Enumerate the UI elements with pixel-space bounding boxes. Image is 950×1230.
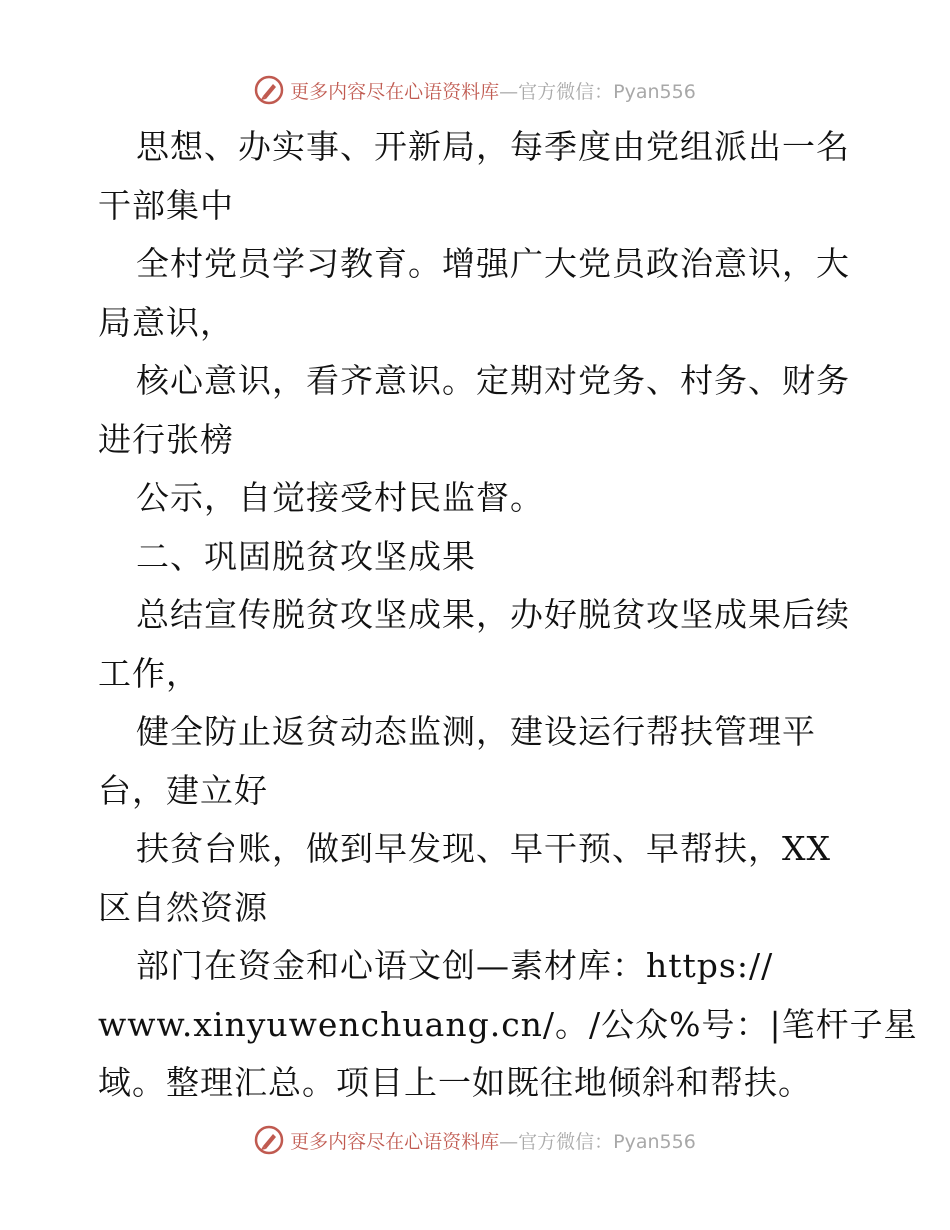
footer-banner-sub: 官方微信：Pyan556 [518,1130,696,1153]
header-banner-text [290,77,696,104]
body-line: 扶贫台账，做到早发现、早干预、早帮扶，XX [136,829,831,868]
body-line: 部门在资金和心语文创—素材库：https:// [136,946,774,985]
body-line: 进行张榜 [98,419,234,459]
pen-logo-icon [254,1125,284,1155]
body-line: 健全防止返贫动态监测，建设运行帮扶管理平 [136,712,816,751]
header-banner-dash: — [499,80,519,103]
header-banner-main: 更多内容尽在心语资料库 [290,80,500,103]
body-line: 局意识， [98,302,234,342]
footer-banner [0,1120,950,1160]
body-line: 区自然资源 [98,887,268,927]
body-line: 公示，自觉接受村民监督。 [136,478,544,517]
section-heading: 二、巩固脱贫攻坚成果 [136,536,476,576]
body-line: 全村党员学习教育。增强广大党员政治意识，大 [136,244,850,283]
document-body [98,118,918,1113]
body-line: 干部集中 [98,185,234,225]
body-line: 台，建立好 [98,770,268,810]
body-line: 思想、办实事、开新局，每季度由党组派出一名 [136,127,850,166]
footer-banner-dash: — [499,1130,519,1153]
pen-logo-icon [254,75,284,105]
body-line: 工作， [98,653,200,693]
footer-banner-main: 更多内容尽在心语资料库 [290,1130,500,1153]
body-line: 域。整理汇总。项目上一如既往地倾斜和帮扶。 [98,1063,812,1102]
body-line: 核心意识，看齐意识。定期对党务、村务、财务 [136,361,850,400]
header-banner-sub: 官方微信：Pyan556 [518,80,696,103]
footer-banner-text [290,1127,696,1154]
header-banner [0,70,950,110]
body-line: 总结宣传脱贫攻坚成果，办好脱贫攻坚成果后续 [136,595,850,634]
body-line-url: www.xinyuwenchuang.cn/。/公众%号：|笔杆子星 [98,1004,918,1044]
